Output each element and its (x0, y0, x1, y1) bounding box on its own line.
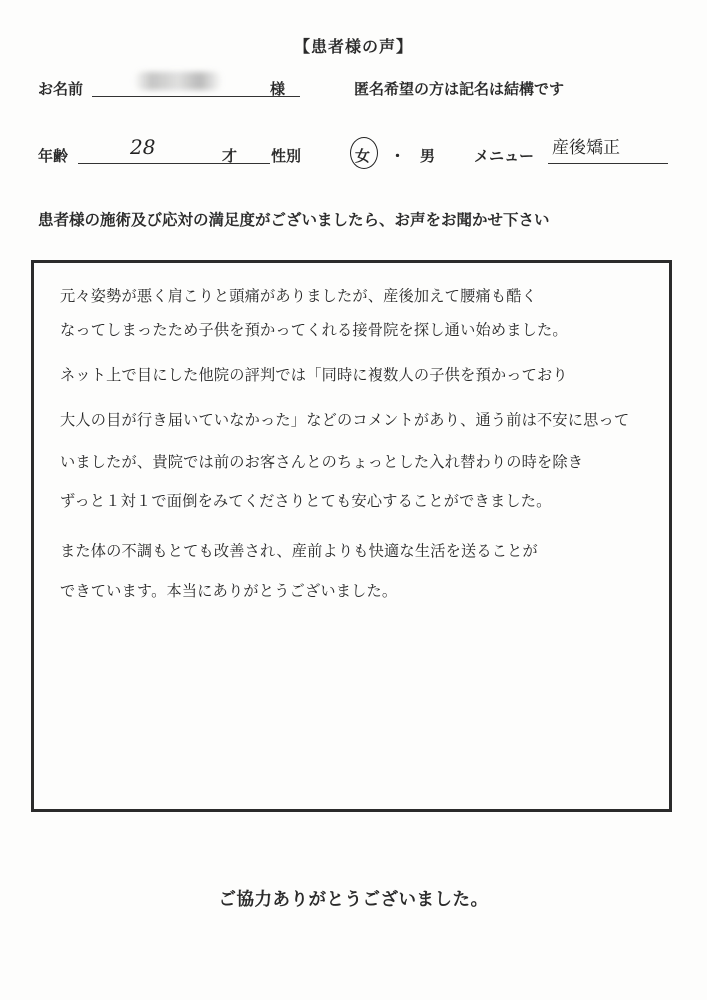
name-label: お名前 (38, 80, 84, 98)
comment-line: 元々姿勢が悪く肩こりと頭痛がありましたが、産後加えて腰痛も酷く (60, 287, 538, 305)
age-unit: 才 (222, 147, 238, 165)
redacted-name (134, 72, 222, 90)
comment-line: いましたが、貴院では前のお客さんとのちょっとした入れ替わりの時を除き (60, 453, 584, 471)
menu-underline (548, 163, 668, 164)
gender-female: 女 (355, 147, 371, 165)
comment-line: ネット上で目にした他院の評判では「同時に複数人の子供を預かっており (60, 366, 568, 384)
comment-box (31, 260, 672, 812)
gender-label: 性別 (271, 147, 302, 165)
comment-line: また体の不調もとても改善され、産前よりも快適な生活を送ることが (60, 542, 538, 560)
question-text: 患者様の施術及び応対の満足度がございましたら、お声をお聞かせ下さい (38, 211, 550, 229)
form-title: 【患者様の声】 (293, 37, 413, 56)
comment-line: ずっと１対１で面倒をみてくださりとても安心することができました。 (60, 492, 552, 510)
closing-message: ご協力ありがとうございました。 (218, 890, 489, 910)
gender-male: 男 (420, 147, 436, 165)
age-underline (78, 163, 270, 164)
name-suffix: 様 (270, 80, 286, 98)
gender-separator: ・ (390, 147, 406, 165)
comment-line: なってしまったため子供を預かってくれる接骨院を探し通い始めました。 (60, 321, 568, 339)
anonymous-note: 匿名希望の方は記名は結構です (354, 80, 565, 98)
age-label: 年齢 (38, 147, 69, 165)
comment-line: 大人の目が行き届いていなかった」などのコメントがあり、通う前は不安に思って (60, 411, 630, 429)
menu-value: 産後矯正 (552, 138, 620, 158)
age-value: 28 (130, 135, 156, 159)
menu-label: メニュー (474, 147, 535, 165)
name-underline (92, 96, 300, 97)
comment-line: できています。本当にありがとうございました。 (60, 582, 398, 600)
